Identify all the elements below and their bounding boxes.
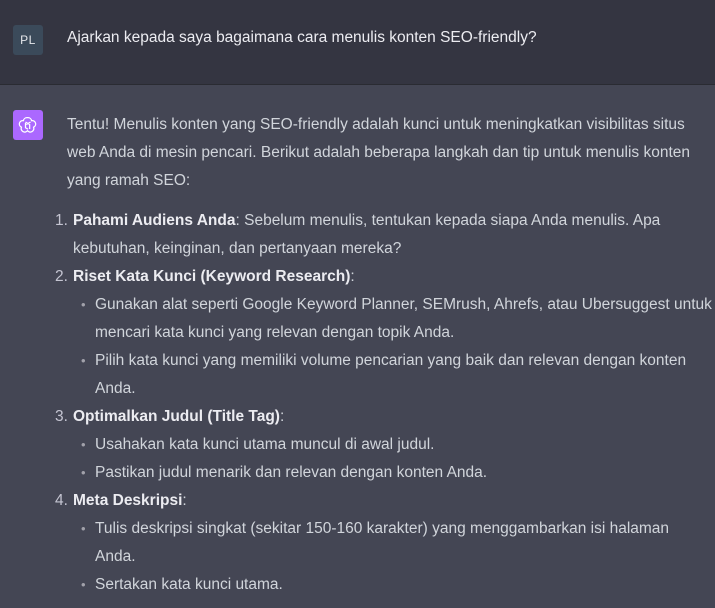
user-avatar: PL [13, 25, 43, 55]
sub-list [73, 515, 712, 599]
list-item [55, 207, 712, 263]
steps-list [55, 207, 712, 599]
sub-list-item: • Gunakan alat seperti Google Keyword Planner, SEMrush, Ahrefs, atau Ubersuggest untuk mencari kata kunci yang relevan dengan topik Anda. [95, 291, 712, 347]
assistant-message-content [55, 111, 712, 599]
sub-list-item: • Pilih kata kunci yang memiliki volume pencarian yang baik dan relevan dengan konten Anda. [95, 347, 712, 403]
sub-list-item: • Pastikan judul menarik dan relevan dengan konten Anda. [95, 459, 712, 487]
sub-list-item: • Tulis deskripsi singkat (sekitar 150-160 karakter) yang menggambarkan isi halaman Anda. [95, 515, 712, 571]
step-text: : [350, 268, 355, 285]
step-title: Meta Deskripsi [73, 492, 183, 509]
list-item [55, 403, 712, 487]
list-number: 1. [55, 212, 68, 229]
step-title: Pahami Audiens Anda [73, 212, 236, 229]
list-number: 2. [55, 268, 68, 285]
step-title: Riset Kata Kunci (Keyword Research) [73, 268, 351, 285]
openai-logo-icon [13, 110, 43, 140]
assistant-message-row [0, 85, 715, 608]
sub-list [73, 431, 712, 487]
list-item [55, 487, 712, 599]
step-title: Optimalkan Judul (Title Tag) [73, 408, 280, 425]
step-text: : [182, 492, 187, 509]
step-text: : Sebelum menulis, tentukan kepada siapa Anda menulis. Apa kebutuhan, keinginan, dan pertanyaan mereka? [73, 212, 661, 257]
step-text: : [279, 408, 285, 425]
list-item [55, 263, 712, 403]
list-number: 4. [55, 492, 68, 509]
sub-list-item: • Sertakan kata kunci utama. [95, 571, 712, 599]
assistant-intro-text: Tentu! Menulis konten yang SEO-friendly adalah kunci untuk meningkatkan visibilitas situs web Anda di mesin pencari. Berikut adalah beberapa langkah dan tip untuk menulis konten yang ramah SEO: [67, 116, 690, 189]
user-message-row [0, 0, 715, 85]
user-message-text: Ajarkan kepada saya bagaimana cara menulis konten SEO-friendly? [67, 29, 537, 46]
list-number: 3. [55, 408, 68, 425]
sub-list-item: • Usahakan kata kunci utama muncul di awal judul. [95, 431, 712, 459]
sub-list [73, 291, 712, 403]
